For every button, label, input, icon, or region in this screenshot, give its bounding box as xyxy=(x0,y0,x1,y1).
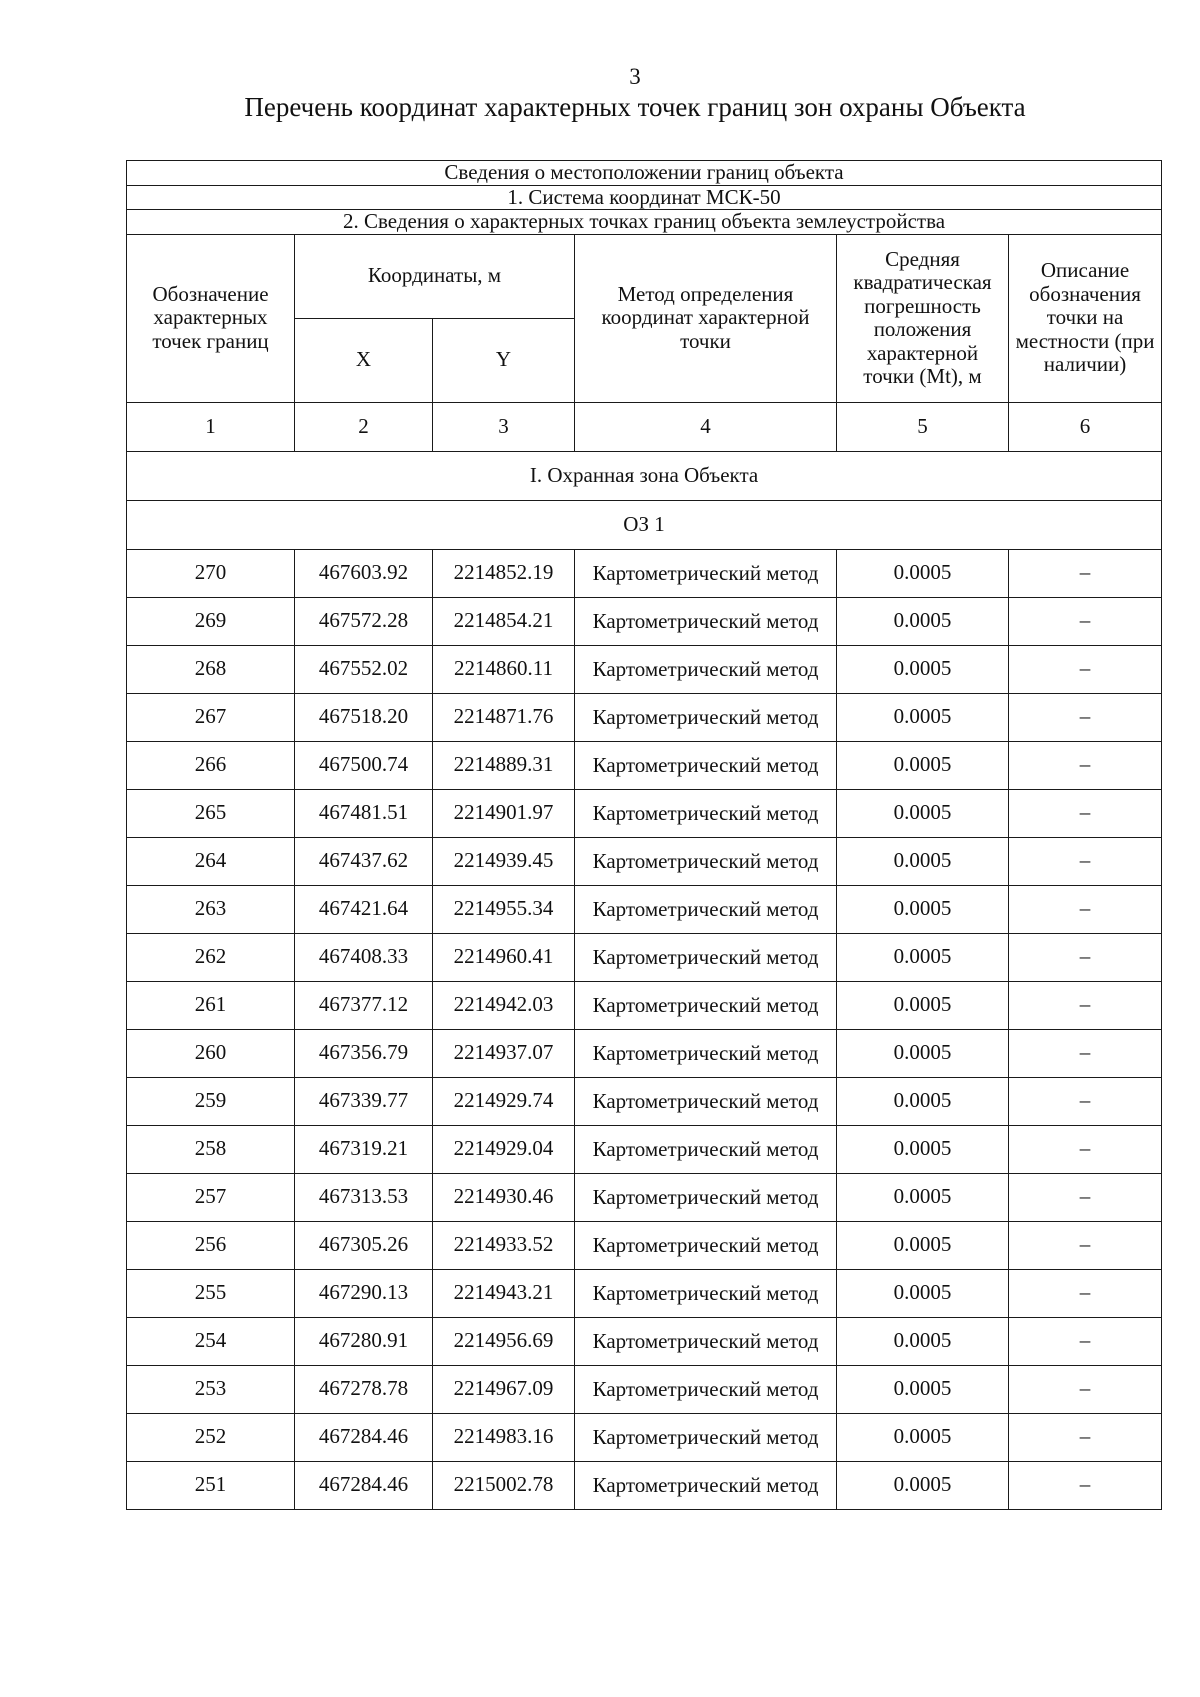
method-cell: Картометрический метод xyxy=(575,789,837,837)
x-coordinate-cell: 467377.12 xyxy=(295,981,433,1029)
point-number-cell: 251 xyxy=(127,1461,295,1509)
error-cell: 0.0005 xyxy=(837,1221,1009,1269)
method-cell: Картометрический метод xyxy=(575,1317,837,1365)
column-number: 2 xyxy=(295,402,433,451)
description-cell: – xyxy=(1009,693,1162,741)
y-coordinate-cell: 2214929.04 xyxy=(433,1125,575,1173)
point-number-cell: 255 xyxy=(127,1269,295,1317)
description-cell: – xyxy=(1009,789,1162,837)
method-cell: Картометрический метод xyxy=(575,981,837,1029)
x-coordinate-cell: 467572.28 xyxy=(295,597,433,645)
table-row xyxy=(127,1461,1162,1509)
y-coordinate-cell: 2215002.78 xyxy=(433,1461,575,1509)
point-number-cell: 259 xyxy=(127,1077,295,1125)
y-coordinate-cell: 2214942.03 xyxy=(433,981,575,1029)
method-cell: Картометрический метод xyxy=(575,693,837,741)
column-number: 5 xyxy=(837,402,1009,451)
x-coordinate-cell: 467603.92 xyxy=(295,549,433,597)
point-number-cell: 254 xyxy=(127,1317,295,1365)
y-coordinate-cell: 2214939.45 xyxy=(433,837,575,885)
table-row xyxy=(127,981,1162,1029)
point-number-cell: 256 xyxy=(127,1221,295,1269)
error-cell: 0.0005 xyxy=(837,597,1009,645)
description-cell: – xyxy=(1009,981,1162,1029)
point-number-cell: 269 xyxy=(127,597,295,645)
point-number-cell: 258 xyxy=(127,1125,295,1173)
x-coordinate-cell: 467290.13 xyxy=(295,1269,433,1317)
y-coordinate-cell: 2214930.46 xyxy=(433,1173,575,1221)
error-cell: 0.0005 xyxy=(837,1125,1009,1173)
point-number-cell: 267 xyxy=(127,693,295,741)
error-cell: 0.0005 xyxy=(837,1269,1009,1317)
y-coordinate-cell: 2214983.16 xyxy=(433,1413,575,1461)
document-title: Перечень координат характерных точек границ зон охраны Объекта xyxy=(244,92,1026,122)
y-coordinate-cell: 2214929.74 xyxy=(433,1077,575,1125)
x-coordinate-cell: 467408.33 xyxy=(295,933,433,981)
description-cell: – xyxy=(1009,1077,1162,1125)
description-cell: – xyxy=(1009,1317,1162,1365)
point-number-cell: 264 xyxy=(127,837,295,885)
error-cell: 0.0005 xyxy=(837,933,1009,981)
table-row xyxy=(127,933,1162,981)
error-cell: 0.0005 xyxy=(837,1317,1009,1365)
page-number: 3 xyxy=(629,64,641,89)
y-coordinate-cell: 2214854.21 xyxy=(433,597,575,645)
description-cell: – xyxy=(1009,1269,1162,1317)
error-cell: 0.0005 xyxy=(837,837,1009,885)
column-header-row xyxy=(127,234,1162,318)
description-cell: – xyxy=(1009,1413,1162,1461)
table-row xyxy=(127,1413,1162,1461)
error-cell: 0.0005 xyxy=(837,1077,1009,1125)
header-row-3 xyxy=(127,210,1162,235)
error-cell: 0.0005 xyxy=(837,1029,1009,1077)
y-coordinate-cell: 2214955.34 xyxy=(433,885,575,933)
method-cell: Картометрический метод xyxy=(575,1173,837,1221)
section-row xyxy=(127,451,1162,500)
error-cell: 0.0005 xyxy=(837,789,1009,837)
x-coordinate-cell: 467280.91 xyxy=(295,1317,433,1365)
column-number: 6 xyxy=(1009,402,1162,451)
y-coordinate-cell: 2214956.69 xyxy=(433,1317,575,1365)
error-cell: 0.0005 xyxy=(837,549,1009,597)
method-cell: Картометрический метод xyxy=(575,1077,837,1125)
method-cell: Картометрический метод xyxy=(575,933,837,981)
description-cell: – xyxy=(1009,885,1162,933)
error-cell: 0.0005 xyxy=(837,885,1009,933)
y-coordinate-cell: 2214871.76 xyxy=(433,693,575,741)
header-row-2 xyxy=(127,185,1162,210)
y-coordinate-cell: 2214889.31 xyxy=(433,741,575,789)
point-label-column-header: Обозначение характерных точек границ xyxy=(127,234,295,402)
description-cell: – xyxy=(1009,741,1162,789)
method-cell: Картометрический метод xyxy=(575,1125,837,1173)
description-cell: – xyxy=(1009,1029,1162,1077)
x-coordinate-cell: 467319.21 xyxy=(295,1125,433,1173)
table-row xyxy=(127,1125,1162,1173)
method-cell: Картометрический метод xyxy=(575,885,837,933)
points-info-header: 2. Сведения о характерных точках границ объекта землеустройства xyxy=(127,210,1162,235)
x-coordinate-cell: 467305.26 xyxy=(295,1221,433,1269)
point-number-cell: 261 xyxy=(127,981,295,1029)
point-number-cell: 265 xyxy=(127,789,295,837)
y-coordinate-cell: 2214901.97 xyxy=(433,789,575,837)
description-cell: – xyxy=(1009,837,1162,885)
description-cell: – xyxy=(1009,1221,1162,1269)
table-row xyxy=(127,549,1162,597)
description-cell: – xyxy=(1009,645,1162,693)
point-number-cell: 257 xyxy=(127,1173,295,1221)
zone-row xyxy=(127,500,1162,549)
y-coordinate-cell: 2214960.41 xyxy=(433,933,575,981)
column-number: 1 xyxy=(127,402,295,451)
method-cell: Картометрический метод xyxy=(575,645,837,693)
table-row xyxy=(127,1173,1162,1221)
y-coordinate-cell: 2214860.11 xyxy=(433,645,575,693)
y-coordinate-cell: 2214943.21 xyxy=(433,1269,575,1317)
table-row xyxy=(127,1077,1162,1125)
method-cell: Картометрический метод xyxy=(575,1365,837,1413)
zone-title: ОЗ 1 xyxy=(127,500,1162,549)
method-cell: Картометрический метод xyxy=(575,1413,837,1461)
table-row xyxy=(127,1221,1162,1269)
error-cell: 0.0005 xyxy=(837,1365,1009,1413)
error-cell: 0.0005 xyxy=(837,1461,1009,1509)
x-coordinate-cell: 467339.77 xyxy=(295,1077,433,1125)
x-coordinate-cell: 467421.64 xyxy=(295,885,433,933)
table-row xyxy=(127,885,1162,933)
error-cell: 0.0005 xyxy=(837,1173,1009,1221)
table-row xyxy=(127,693,1162,741)
error-column-header: Средняя квадратическая погрешность положения характерной точки (Mt), м xyxy=(837,234,1009,402)
x-coordinate-cell: 467284.46 xyxy=(295,1461,433,1509)
y-coordinate-cell: 2214933.52 xyxy=(433,1221,575,1269)
point-number-cell: 252 xyxy=(127,1413,295,1461)
error-cell: 0.0005 xyxy=(837,645,1009,693)
method-cell: Картометрический метод xyxy=(575,597,837,645)
point-number-cell: 263 xyxy=(127,885,295,933)
method-cell: Картометрический метод xyxy=(575,549,837,597)
x-coordinate-cell: 467356.79 xyxy=(295,1029,433,1077)
table-row xyxy=(127,789,1162,837)
method-cell: Картометрический метод xyxy=(575,1029,837,1077)
description-cell: – xyxy=(1009,1125,1162,1173)
coordinate-system-header: 1. Система координат МСК-50 xyxy=(127,185,1162,210)
x-coordinate-cell: 467313.53 xyxy=(295,1173,433,1221)
table-row xyxy=(127,645,1162,693)
description-column-header: Описание обозначения точки на местности (при наличии) xyxy=(1009,234,1162,402)
x-coordinate-cell: 467284.46 xyxy=(295,1413,433,1461)
point-number-cell: 253 xyxy=(127,1365,295,1413)
x-coordinate-cell: 467481.51 xyxy=(295,789,433,837)
section-title: I. Охранная зона Объекта xyxy=(127,451,1162,500)
header-row-1 xyxy=(127,161,1162,186)
column-number: 3 xyxy=(433,402,575,451)
table-row xyxy=(127,1365,1162,1413)
description-cell: – xyxy=(1009,1365,1162,1413)
coordinates-table xyxy=(126,160,1162,1510)
x-coordinate-cell: 467518.20 xyxy=(295,693,433,741)
point-number-cell: 270 xyxy=(127,549,295,597)
y-coordinate-cell: 2214967.09 xyxy=(433,1365,575,1413)
table-row xyxy=(127,1269,1162,1317)
x-column-header: X xyxy=(295,318,433,402)
table-row xyxy=(127,741,1162,789)
description-cell: – xyxy=(1009,933,1162,981)
x-coordinate-cell: 467500.74 xyxy=(295,741,433,789)
method-cell: Картометрический метод xyxy=(575,741,837,789)
location-info-header: Сведения о местоположении границ объекта xyxy=(127,161,1162,186)
method-cell: Картометрический метод xyxy=(575,1461,837,1509)
table-row xyxy=(127,837,1162,885)
coordinates-column-header: Координаты, м xyxy=(295,234,575,318)
description-cell: – xyxy=(1009,597,1162,645)
description-cell: – xyxy=(1009,1173,1162,1221)
description-cell: – xyxy=(1009,549,1162,597)
description-cell: – xyxy=(1009,1461,1162,1509)
method-cell: Картометрический метод xyxy=(575,1221,837,1269)
y-column-header: Y xyxy=(433,318,575,402)
point-number-cell: 262 xyxy=(127,933,295,981)
table-row xyxy=(127,1317,1162,1365)
table-row xyxy=(127,1029,1162,1077)
point-number-cell: 266 xyxy=(127,741,295,789)
x-coordinate-cell: 467437.62 xyxy=(295,837,433,885)
point-number-cell: 268 xyxy=(127,645,295,693)
method-cell: Картометрический метод xyxy=(575,837,837,885)
y-coordinate-cell: 2214852.19 xyxy=(433,549,575,597)
x-coordinate-cell: 467552.02 xyxy=(295,645,433,693)
table-row xyxy=(127,597,1162,645)
x-coordinate-cell: 467278.78 xyxy=(295,1365,433,1413)
error-cell: 0.0005 xyxy=(837,693,1009,741)
column-numbers-row xyxy=(127,402,1162,451)
error-cell: 0.0005 xyxy=(837,741,1009,789)
point-number-cell: 260 xyxy=(127,1029,295,1077)
error-cell: 0.0005 xyxy=(837,981,1009,1029)
method-column-header: Метод определения координат характерной точки xyxy=(575,234,837,402)
error-cell: 0.0005 xyxy=(837,1413,1009,1461)
method-cell: Картометрический метод xyxy=(575,1269,837,1317)
y-coordinate-cell: 2214937.07 xyxy=(433,1029,575,1077)
column-number: 4 xyxy=(575,402,837,451)
